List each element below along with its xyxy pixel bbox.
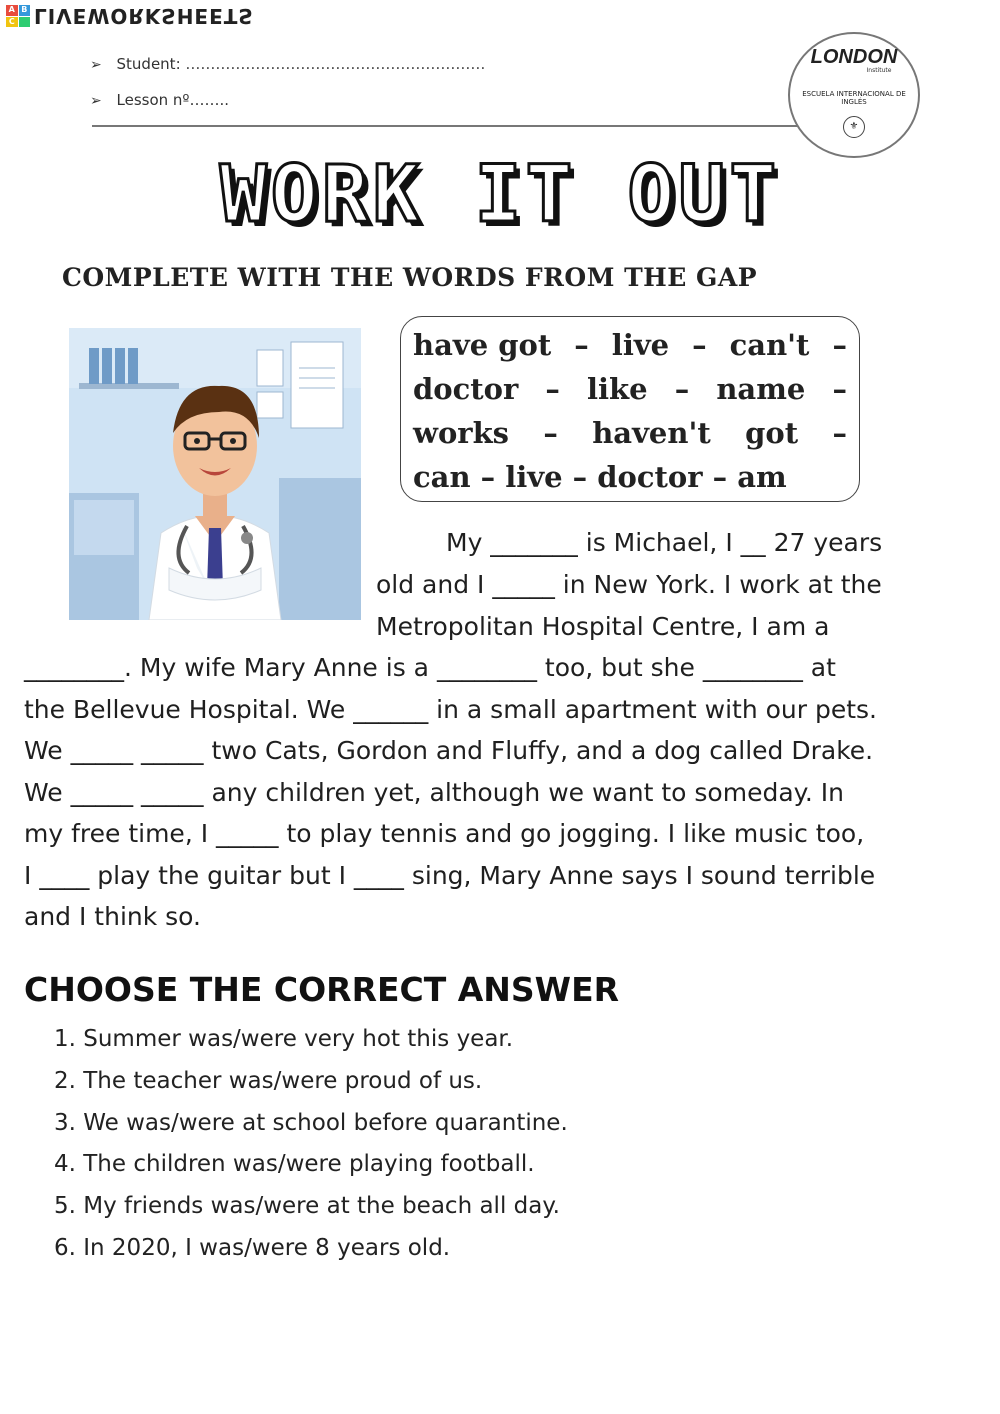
passage-line: the Bellevue Hospital. We ______ in a small apartment with our pets. — [24, 695, 878, 724]
question-item[interactable]: 5. My friends was/were at the beach all day. — [54, 1193, 560, 1219]
passage-line: and I think so. — [24, 902, 201, 931]
word-bank-line — [413, 455, 847, 499]
lesson-line — [90, 91, 229, 109]
word-bank-dash: – — [832, 416, 847, 450]
passage-line: My _______ is Michael, I __ 27 years — [446, 528, 883, 557]
word-bank-word: can – live – doctor – am — [413, 460, 787, 494]
word-bank-word: name — [716, 372, 806, 406]
lesson-label[interactable]: Lesson nº…….. — [116, 91, 230, 109]
word-bank-dash: – — [545, 372, 560, 406]
word-bank-word: haven't — [592, 416, 711, 450]
arrow-bullet-icon: ➢ — [90, 93, 102, 109]
question-item[interactable]: 4. The children was/were playing football. — [54, 1151, 535, 1177]
question-item[interactable]: 2. The teacher was/were proud of us. — [54, 1068, 483, 1094]
page-title: WORK IT OUT — [219, 150, 781, 240]
logo-name: LONDON — [810, 46, 898, 68]
word-bank-word: can't — [729, 328, 810, 362]
logo-subtitle: ESCUELA INTERNACIONAL DE INGLÉS — [802, 90, 906, 106]
passage-line: Metropolitan Hospital Centre, I am a — [376, 612, 830, 641]
question-item[interactable]: 6. In 2020, I was/were 8 years old. — [54, 1235, 451, 1261]
crest-icon: ⚜ — [843, 116, 865, 138]
word-bank-line — [413, 367, 847, 411]
passage-line: old and I _____ in New York. I work at the — [376, 570, 882, 599]
word-bank-word: live — [611, 328, 670, 362]
passage-line: We _____ _____ any children yet, although we want to someday. In — [24, 778, 844, 807]
london-institute-logo — [788, 32, 920, 158]
doctor-illustration — [69, 328, 361, 620]
word-bank-dash: – — [674, 372, 690, 406]
question-item[interactable]: 3. We was/were at school before quarantine. — [54, 1110, 568, 1136]
student-label: Student: — [116, 55, 181, 73]
student-line — [90, 55, 485, 73]
abc-cubes-icon: A B C — [6, 5, 30, 27]
word-bank-dash: – — [832, 372, 847, 406]
section1-heading: COMPLETE WITH THE WORDS FROM THE GAP — [62, 263, 758, 292]
header-divider — [92, 125, 802, 127]
passage-line: ________. My wife Mary Anne is a ________ too, but she ________ at — [24, 653, 836, 682]
word-bank-word: like — [587, 372, 648, 406]
passage-line: I ____ play the guitar but I ____ sing, Mary Anne says I sound terrible — [24, 861, 876, 890]
word-bank-line — [413, 411, 847, 455]
arrow-bullet-icon: ➢ — [90, 57, 102, 73]
logo-tagline: Institute — [866, 67, 892, 74]
word-bank-word: have got — [413, 328, 552, 362]
word-bank-word: doctor — [413, 372, 519, 406]
word-bank-dash: – — [543, 416, 558, 450]
section2-heading: CHOOSE THE CORRECT ANSWER — [24, 970, 620, 1009]
word-bank-word: works — [413, 416, 510, 450]
brand-name: LIVEWORKSHEETS — [34, 4, 254, 28]
passage-line: We _____ _____ two Cats, Gordon and Fluffy, and a dog called Drake. — [24, 736, 874, 765]
word-bank-line — [413, 323, 847, 367]
student-field[interactable]: …………………………………………………… — [185, 55, 486, 73]
word-bank-dash: – — [692, 328, 707, 362]
word-bank-dash: – — [832, 328, 847, 362]
word-bank-word: got — [745, 416, 799, 450]
word-bank-dash: – — [574, 328, 589, 362]
passage-line: my free time, I _____ to play tennis and go jogging. I like music too, — [24, 819, 865, 848]
question-item[interactable]: 1. Summer was/were very hot this year. — [54, 1026, 514, 1052]
word-bank — [400, 316, 860, 502]
liveworksheets-logo — [6, 4, 254, 28]
